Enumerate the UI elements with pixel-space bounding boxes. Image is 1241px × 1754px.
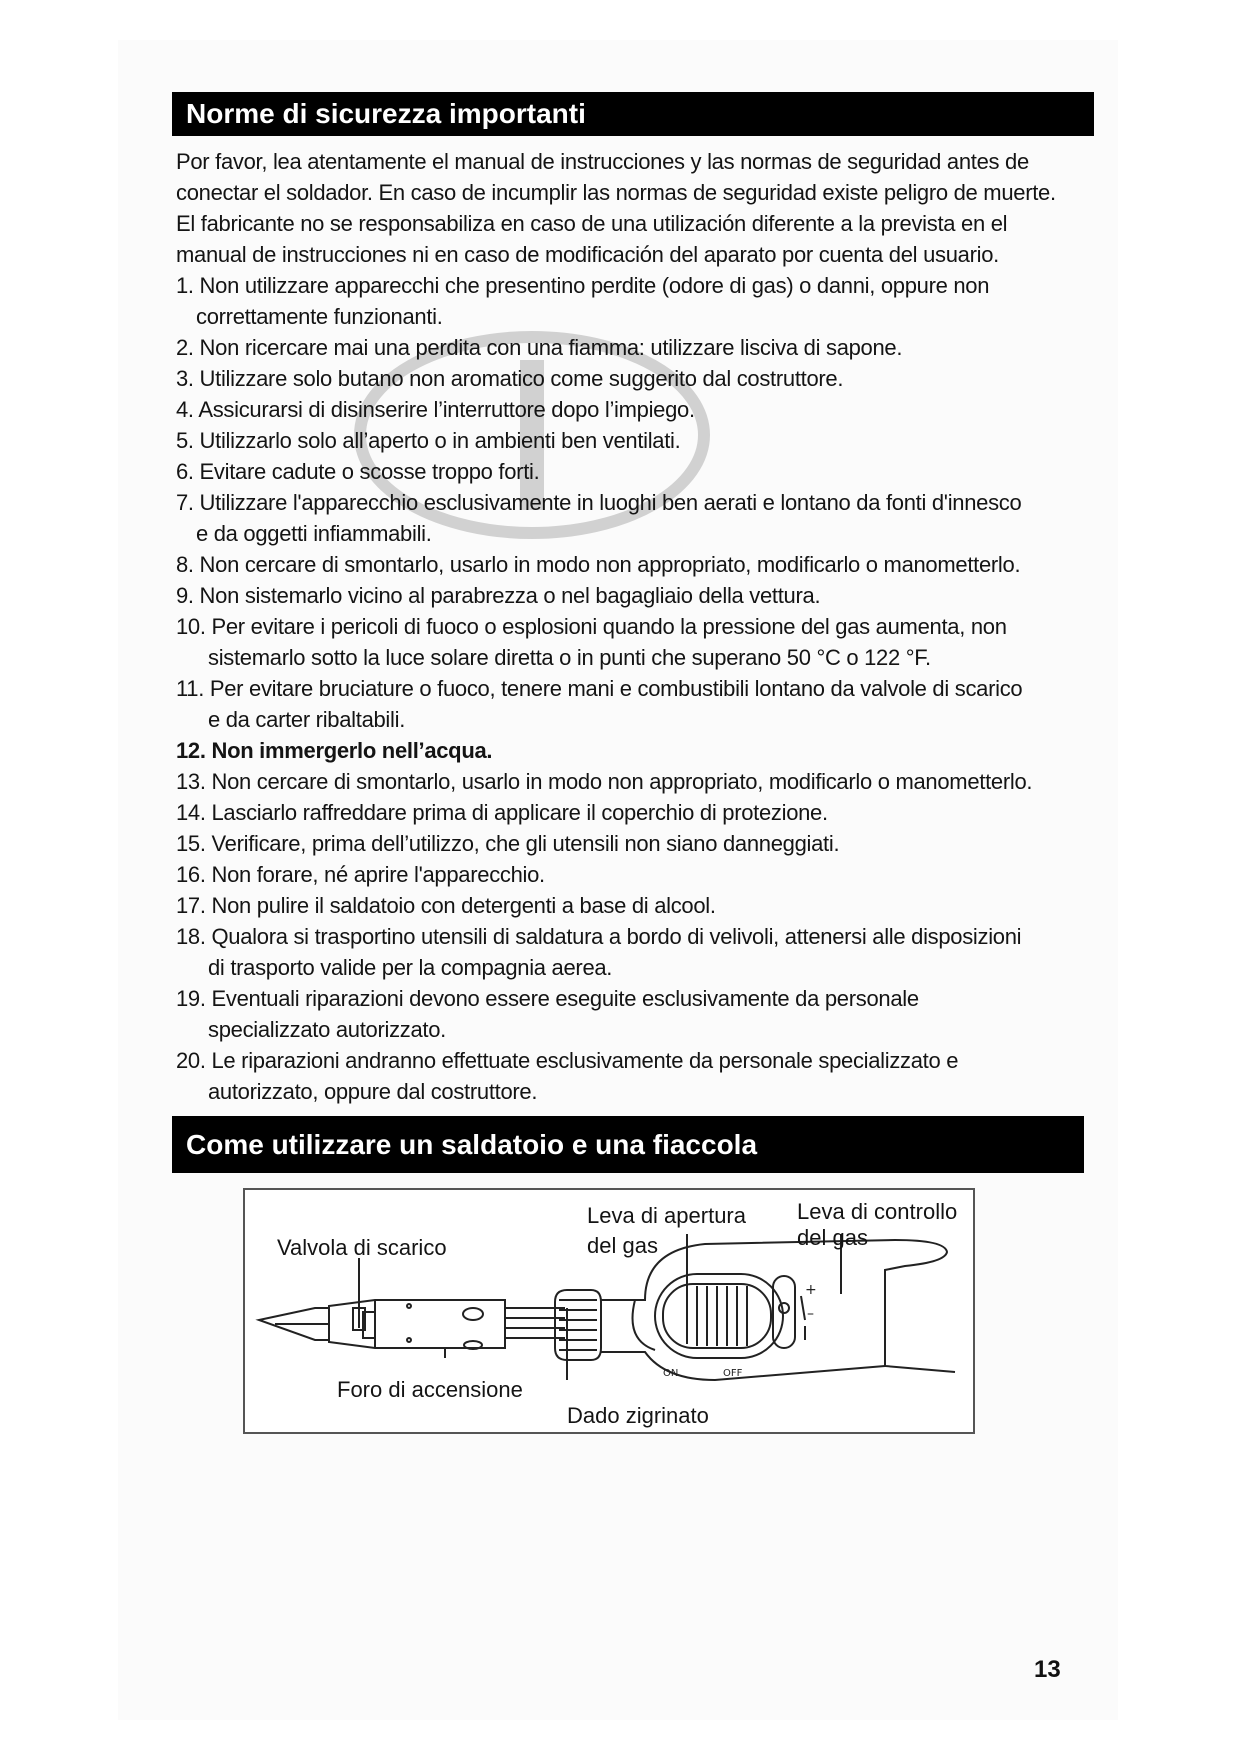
safety-rule xyxy=(176,921,1056,983)
safety-rule-text: 2. Non ricercare mai una perdita con una fiamma: utilizzare lisciva di sapone. xyxy=(176,335,903,360)
intro-paragraph-1: Por favor, lea atentamente el manual de instrucciones y las normas de seguridad antes de conectar el soldador. En caso de incumplir las normas de seguridad existe peligro de muerte. xyxy=(176,149,1056,205)
safety-rule-text: 17. Non pulire il saldatoio con detergenti a base di alcool. xyxy=(176,893,716,918)
page-number: 13 xyxy=(1034,1656,1061,1683)
safety-rule xyxy=(176,332,1056,363)
minus-sign: – xyxy=(807,1306,814,1322)
safety-rule xyxy=(176,487,1056,549)
safety-rule-text: 13. Non cercare di smontarlo, usarlo in modo non appropriato, modificarlo o manometterlo. xyxy=(176,769,1033,794)
safety-rule-text: 11. Per evitare bruciature o fuoco, tenere mani e combustibili lontano da valvole di scarico xyxy=(176,676,1023,701)
safety-rule xyxy=(176,425,1056,456)
switch-off-label: OFF xyxy=(723,1368,743,1379)
safety-rule xyxy=(176,797,1056,828)
safety-rule xyxy=(176,580,1056,611)
switch-on-label: ON xyxy=(663,1368,679,1379)
valve-label: Valvola di scarico xyxy=(277,1235,447,1260)
control-lever-label-line1: Leva di controllo xyxy=(797,1199,958,1224)
safety-rule-text: 15. Verificare, prima dell’utilizzo, che gli utensili non siano danneggiati. xyxy=(176,831,840,856)
safety-rule xyxy=(176,983,1056,1045)
safety-rule xyxy=(176,766,1056,797)
safety-rule xyxy=(176,270,1056,332)
safety-rule xyxy=(176,828,1056,859)
ignition-hole-label: Foro di accensione xyxy=(337,1377,523,1402)
safety-rule xyxy=(176,611,1056,673)
safety-rule-text: 9. Non sistemarlo vicino al parabrezza o nel bagagliaio della vettura. xyxy=(176,583,821,608)
safety-rule-continuation: e da carter ribaltabili. xyxy=(208,707,406,732)
safety-rule-text: 4. Assicurarsi di disinserire l’interruttore dopo l’impiego. xyxy=(176,397,695,422)
safety-rule-text: 18. Qualora si trasportino utensili di saldatura a bordo di velivoli, attenersi alle disposizioni xyxy=(176,924,1022,949)
safety-section-title: Norme di sicurezza importanti xyxy=(172,92,1094,136)
safety-rule-text: 6. Evitare cadute o scosse troppo forti. xyxy=(176,459,540,484)
safety-rule-text: 3. Utilizzare solo butano non aromatico come suggerito dal costruttore. xyxy=(176,366,844,391)
intro-paragraph-2: El fabricante no se responsabiliza en caso de una utilización diferente a la prevista en el manual de instrucciones ni en caso de modificación del aparato por cuenta del usuario. xyxy=(176,211,1008,267)
opening-lever-label-line1: Leva di apertura xyxy=(587,1203,746,1228)
safety-rule xyxy=(176,859,1056,890)
safety-rule-continuation: specializzato autorizzato. xyxy=(208,1017,446,1042)
safety-rule-continuation: autorizzato, oppure dal costruttore. xyxy=(208,1079,538,1104)
safety-rule-continuation: e da oggetti infiammabili. xyxy=(196,521,432,546)
safety-rule xyxy=(176,735,1056,766)
safety-rule-text: 14. Lasciarlo raffreddare prima di applicare il coperchio di protezione. xyxy=(176,800,828,825)
control-lever-label-line2: del gas xyxy=(797,1225,868,1250)
safety-rule-text: 5. Utilizzarlo solo all’aperto o in ambienti ben ventilati. xyxy=(176,428,681,453)
safety-rule-text: 20. Le riparazioni andranno effettuate esclusivamente da personale specializzato e xyxy=(176,1048,959,1073)
safety-rule-text: 19. Eventuali riparazioni devono essere eseguite esclusivamente da personale xyxy=(176,986,919,1011)
safety-rule-text: 1. Non utilizzare apparecchi che presentino perdite (odore di gas) o danni, oppure non xyxy=(176,273,990,298)
safety-rule-text: 12. Non immergerlo nell’acqua. xyxy=(176,738,493,763)
soldering-iron-diagram xyxy=(243,1188,975,1434)
safety-rule xyxy=(176,456,1056,487)
opening-lever-label-line2: del gas xyxy=(587,1233,658,1258)
safety-rule-text: 10. Per evitare i pericoli di fuoco o esplosioni quando la pressione del gas aumenta, non xyxy=(176,614,1007,639)
safety-rule-continuation: di trasporto valide per la compagnia aerea. xyxy=(208,955,613,980)
safety-rule-continuation: sistemarlo sotto la luce solare diretta o in punti che superano 50 °C o 122 °F. xyxy=(208,645,931,670)
safety-rule-continuation: correttamente funzionanti. xyxy=(196,304,443,329)
safety-rule xyxy=(176,549,1056,580)
safety-rule xyxy=(176,363,1056,394)
safety-rule-text: 7. Utilizzare l'apparecchio esclusivamente in luoghi ben aerati e lontano da fonti d'innesco xyxy=(176,490,1022,515)
safety-rule xyxy=(176,1045,1056,1107)
safety-rule-text: 16. Non forare, né aprire l'apparecchio. xyxy=(176,862,545,887)
safety-rule-text: 8. Non cercare di smontarlo, usarlo in modo non appropriato, modificarlo o manometterlo. xyxy=(176,552,1021,577)
plus-sign: + xyxy=(805,1282,817,1298)
usage-section-title: Come utilizzare un saldatoio e una fiaccola xyxy=(172,1116,1084,1173)
safety-rule xyxy=(176,673,1056,735)
knurled-nut-label: Dado zigrinato xyxy=(567,1403,709,1428)
safety-rule xyxy=(176,890,1056,921)
safety-rules-list xyxy=(176,270,1056,1107)
safety-rule xyxy=(176,394,1056,425)
safety-text xyxy=(176,146,1056,1107)
